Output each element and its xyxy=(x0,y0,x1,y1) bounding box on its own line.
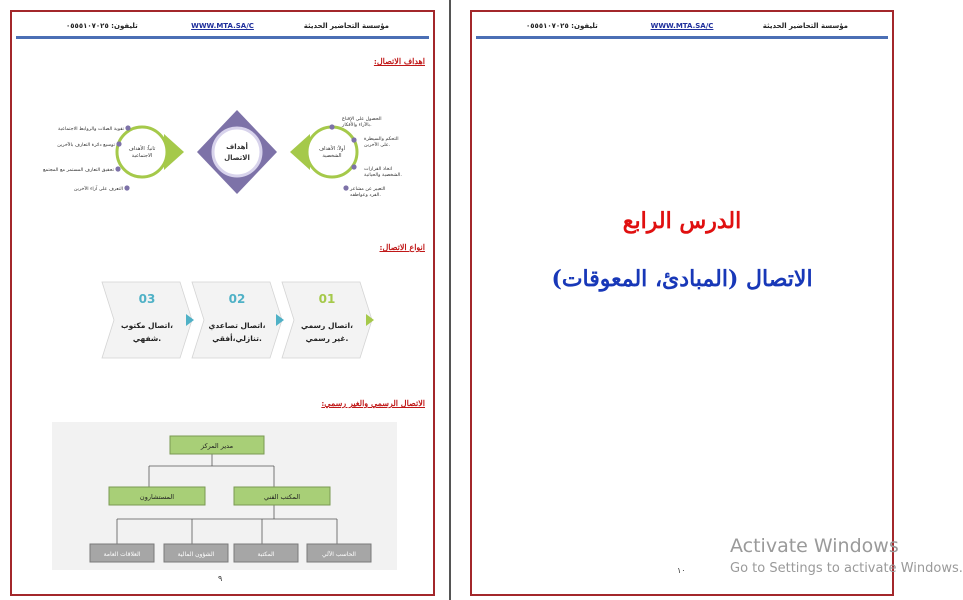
goals-second-circle xyxy=(117,127,167,177)
type-text-line1: اتصال رسمي، xyxy=(301,321,353,330)
org-root-text: مدير المركز xyxy=(200,442,234,450)
org-level2-text: المكتب الفني xyxy=(264,493,300,501)
lesson-title: الدرس الرابع xyxy=(622,208,742,234)
document-page-9 xyxy=(10,10,435,596)
header-website-right[interactable]: WWW.MTA.SA/C xyxy=(650,22,714,30)
orgchart-heading: الاتصال الرسمي والغير رسمي: xyxy=(321,398,425,408)
goals-first-bullet xyxy=(351,137,356,142)
goals-second-item: التعرف على آراء الآخرين xyxy=(73,187,123,192)
goals-second-bullet xyxy=(116,141,121,146)
header-rule-right xyxy=(476,36,888,39)
goals-first-bullet xyxy=(343,185,348,190)
goals-diagram xyxy=(32,80,417,230)
types-diagram xyxy=(92,276,367,364)
header-org-right: مؤسسة التحاضير الحديثة xyxy=(762,22,848,30)
header-org: مؤسسة التحاضير الحديثة xyxy=(303,22,389,30)
type-number: 01 xyxy=(318,292,336,306)
goals-first-bullet xyxy=(351,164,356,169)
page-divider xyxy=(449,0,451,600)
goals-first-item: التحكم والسيطرة على الآخرين. xyxy=(364,137,399,148)
goals-heading: اهداف الاتصال: xyxy=(373,56,425,66)
activate-windows-subtitle: Go to Settings to activate Windows. xyxy=(730,561,963,576)
goals-first-item: اتخاذ القرارات الشخصية والحياتية. xyxy=(364,167,402,178)
header-phone: تليفون: ٠٥٥٥١٠٧٠٢٥ xyxy=(66,22,138,30)
type-text-line2: تنازلي،أفقي. xyxy=(212,334,262,343)
type-number: 02 xyxy=(228,292,246,306)
goals-center-text-1: أهداف xyxy=(226,143,248,151)
type-number: 03 xyxy=(138,292,156,306)
page-header-right xyxy=(476,16,888,36)
org-chart xyxy=(52,422,397,570)
goals-second-item: تقوية الصلات والروابط الاجتماعية xyxy=(58,127,124,132)
type-text-line1: اتصال مكتوب، xyxy=(121,321,173,330)
header-website[interactable]: WWW.MTA.SA/C xyxy=(191,22,254,30)
goals-second-item: توسيع دائرة التعارف بالآخرين xyxy=(57,143,115,148)
header-phone-right: تليفون: ٠٥٥٥١٠٧٠٢٥ xyxy=(526,22,598,30)
goals-first-item: التعبير عن مشاعر الفرد وعواطفه. xyxy=(350,187,386,198)
type-text-line2: شفهي. xyxy=(132,334,162,343)
org-level3-text: الحاسب الآلي xyxy=(322,551,356,558)
type-text-line2: غير رسمي. xyxy=(305,334,349,343)
type-text-line1: اتصال تصاعدي، xyxy=(208,321,266,330)
goals-center-circle xyxy=(213,128,261,176)
goals-second-bullet xyxy=(124,185,129,190)
page-number-right: ١٠ xyxy=(677,566,686,575)
org-level3-text: الشؤون المالية xyxy=(177,551,215,558)
page-header xyxy=(16,16,429,36)
types-heading: انواع الاتصال: xyxy=(379,242,425,252)
goals-center-text-2: الاتصال xyxy=(224,154,250,162)
goals-first-label: أولاً: الأهداف الشخصية xyxy=(318,146,346,159)
org-level3-text: العلاقات العامة xyxy=(103,551,141,558)
goals-second-item: تحقيق التعارف المستمر مع المجتمع xyxy=(43,168,114,173)
goals-first-bullet xyxy=(329,124,334,129)
goals-first-item: الحصول على الإقناع بالآراء والأفكار. xyxy=(342,117,382,128)
document-page-10 xyxy=(470,10,894,596)
org-level2-text: المستشارون xyxy=(139,493,175,501)
lesson-subtitle: الاتصال (المبادئ، المعوقات) xyxy=(551,266,813,292)
org-level3-text: المكتبة xyxy=(257,551,275,558)
goals-first-circle xyxy=(307,127,357,177)
page-number-left: ٩ xyxy=(218,574,223,583)
goals-second-bullet xyxy=(115,166,120,171)
activate-windows-title: Activate Windows xyxy=(730,535,899,557)
goals-second-label: ثانياً: الأهداف الاجتماعية xyxy=(128,146,156,159)
goals-second-bullet xyxy=(125,125,130,130)
header-rule xyxy=(16,36,429,39)
